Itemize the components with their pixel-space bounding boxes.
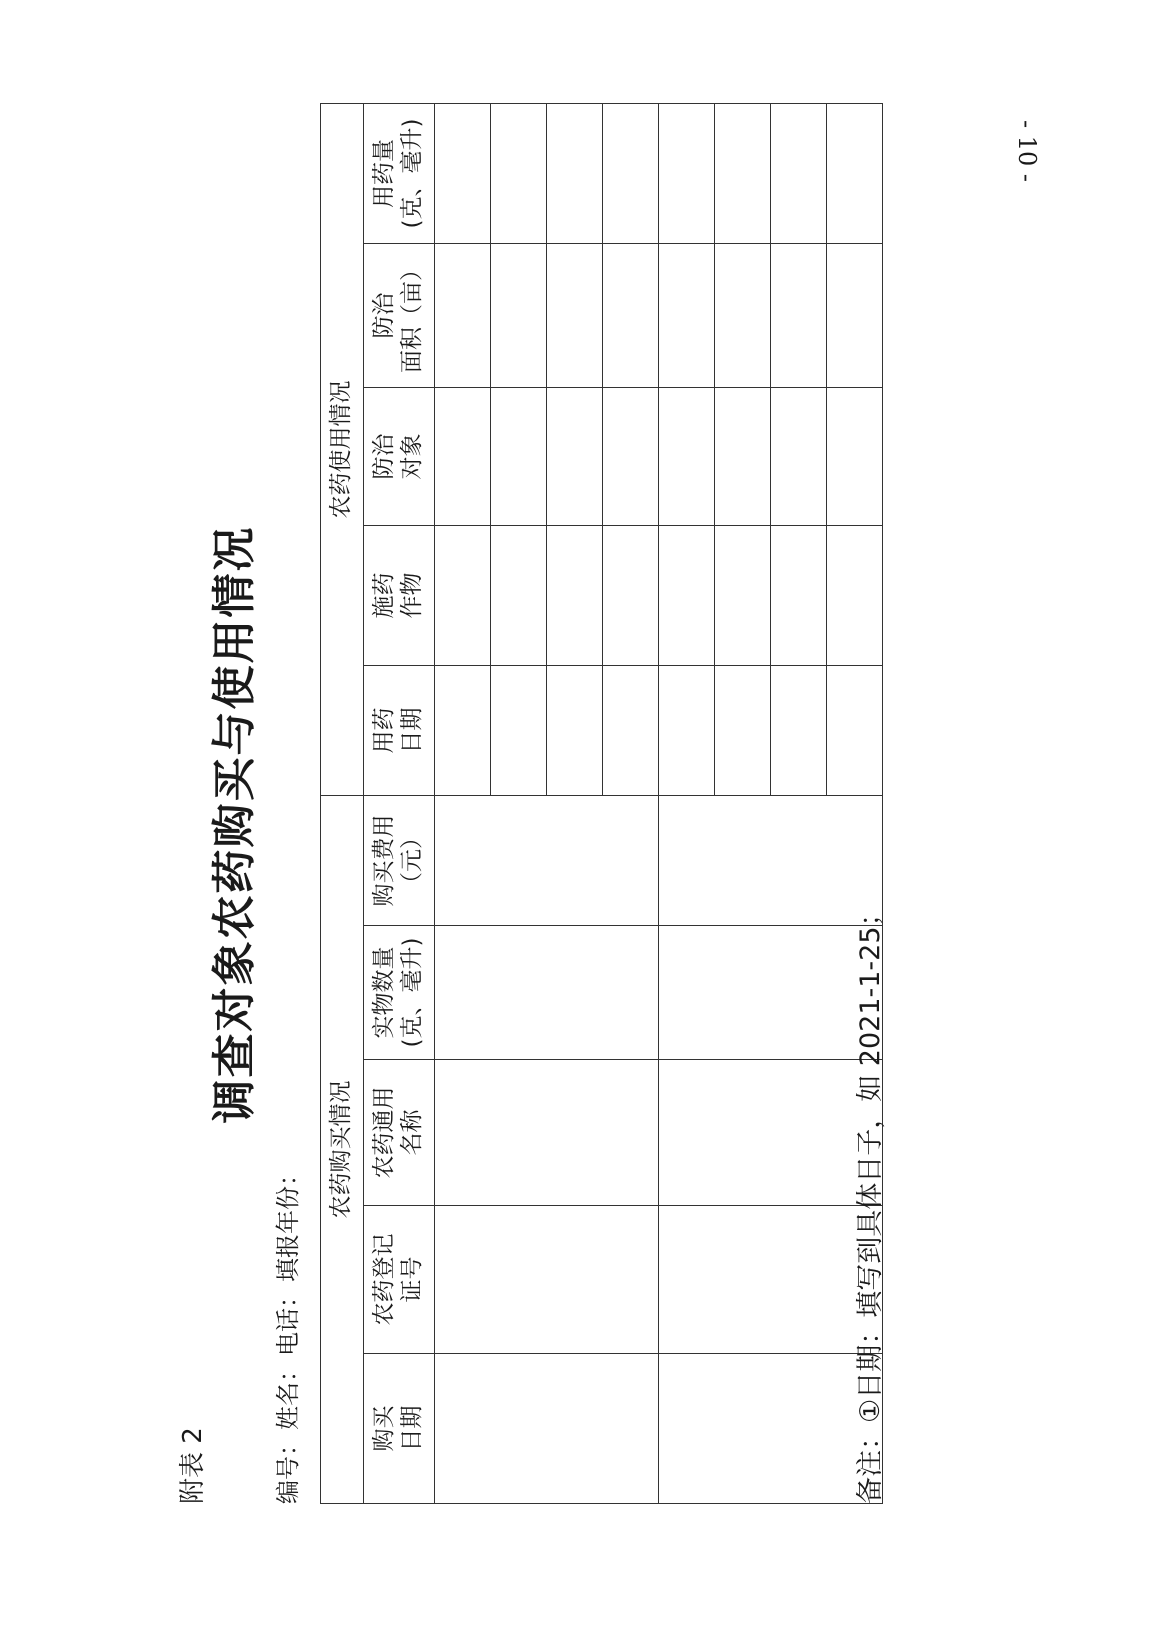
purchase-cell[interactable] — [435, 1354, 659, 1504]
column-header-line: 防治 — [371, 292, 398, 339]
usage-cell[interactable] — [715, 525, 771, 665]
table-row — [435, 103, 491, 1503]
purchase-cell[interactable] — [435, 1060, 659, 1206]
column-header-line: 日期 — [399, 1405, 425, 1452]
usage-cell[interactable] — [827, 525, 883, 665]
column-header-line: 名称 — [399, 1109, 425, 1156]
field-year-label: 填报年份： — [274, 1162, 302, 1282]
purchase-cell[interactable] — [435, 926, 659, 1060]
column-header-line: 施药 — [371, 572, 398, 619]
usage-cell[interactable] — [547, 103, 603, 243]
usage-cell[interactable] — [771, 665, 827, 795]
usage-cell[interactable] — [715, 665, 771, 795]
column-header — [364, 103, 435, 243]
column-header — [364, 926, 435, 1060]
column-header-line: 作物 — [399, 572, 425, 619]
group-header-usage: 农药使用情况 — [321, 103, 364, 795]
usage-cell[interactable] — [659, 243, 715, 387]
usage-cell[interactable] — [491, 387, 547, 525]
usage-cell[interactable] — [771, 525, 827, 665]
usage-cell[interactable] — [603, 243, 659, 387]
column-header-line: 用药量 — [371, 138, 398, 208]
field-name-label: 姓名： — [274, 1358, 302, 1430]
usage-cell[interactable] — [491, 525, 547, 665]
usage-cell[interactable] — [827, 103, 883, 243]
usage-cell[interactable] — [603, 387, 659, 525]
column-header-line: 日期 — [399, 707, 425, 754]
table-row — [659, 103, 715, 1503]
purchase-cell[interactable] — [435, 1206, 659, 1354]
column-header-line: 面积（亩） — [399, 257, 425, 373]
appendix-label: 附表 2 — [178, 1427, 208, 1504]
column-header-line: (克、毫升) — [399, 937, 425, 1048]
usage-cell[interactable] — [827, 243, 883, 387]
usage-cell[interactable] — [547, 525, 603, 665]
column-header-line: 证号 — [399, 1256, 425, 1303]
column-header — [364, 665, 435, 795]
usage-cell[interactable] — [547, 387, 603, 525]
column-header-line: 防治 — [371, 433, 398, 480]
pesticide-table — [320, 103, 883, 1504]
field-id-label: 编号： — [274, 1432, 302, 1504]
usage-cell[interactable] — [827, 665, 883, 795]
usage-cell[interactable] — [435, 243, 491, 387]
usage-cell[interactable] — [603, 103, 659, 243]
usage-cell[interactable] — [491, 243, 547, 387]
column-header — [364, 1206, 435, 1354]
usage-cell[interactable] — [547, 665, 603, 795]
column-header-line: (克、毫升) — [399, 118, 425, 229]
usage-cell[interactable] — [715, 103, 771, 243]
field-phone-label: 电话： — [274, 1284, 302, 1356]
usage-cell[interactable] — [715, 387, 771, 525]
column-header-line: 购买费用 — [371, 814, 398, 907]
column-header-line: 农药登记 — [371, 1233, 398, 1326]
usage-cell[interactable] — [715, 243, 771, 387]
usage-cell[interactable] — [771, 103, 827, 243]
usage-cell[interactable] — [659, 665, 715, 795]
page-number: - 10 - — [1013, 120, 1041, 183]
remark-note: 备注：①日期：填写到具体日子，如 2021-1-25； — [855, 899, 886, 1504]
usage-cell[interactable] — [659, 387, 715, 525]
column-header — [364, 387, 435, 525]
purchase-cell[interactable] — [435, 795, 659, 925]
column-header — [364, 795, 435, 925]
usage-cell[interactable] — [547, 243, 603, 387]
usage-cell[interactable] — [491, 665, 547, 795]
usage-cell[interactable] — [827, 387, 883, 525]
form-fields — [268, 1162, 303, 1504]
usage-cell[interactable] — [435, 665, 491, 795]
column-header-line: 购买 — [371, 1405, 398, 1452]
usage-cell[interactable] — [603, 525, 659, 665]
usage-cell[interactable] — [435, 387, 491, 525]
column-header — [364, 1354, 435, 1504]
usage-cell[interactable] — [435, 103, 491, 243]
column-header — [364, 525, 435, 665]
column-header-line: 对象 — [399, 433, 425, 480]
column-header-line: 用药 — [371, 707, 398, 754]
page-title: 调查对象农药购买与使用情况 — [209, 525, 260, 1124]
usage-cell[interactable] — [491, 103, 547, 243]
usage-cell[interactable] — [659, 103, 715, 243]
usage-cell[interactable] — [771, 387, 827, 525]
column-header — [364, 243, 435, 387]
usage-cell[interactable] — [771, 243, 827, 387]
column-header-line: （元） — [399, 826, 425, 895]
usage-cell[interactable] — [435, 525, 491, 665]
column-header — [364, 1060, 435, 1206]
usage-cell[interactable] — [603, 665, 659, 795]
usage-cell[interactable] — [659, 525, 715, 665]
column-header-line: 实物数量 — [371, 946, 398, 1039]
column-header-line: 农药通用 — [371, 1086, 398, 1179]
group-header-purchase: 农药购买情况 — [321, 795, 364, 1503]
